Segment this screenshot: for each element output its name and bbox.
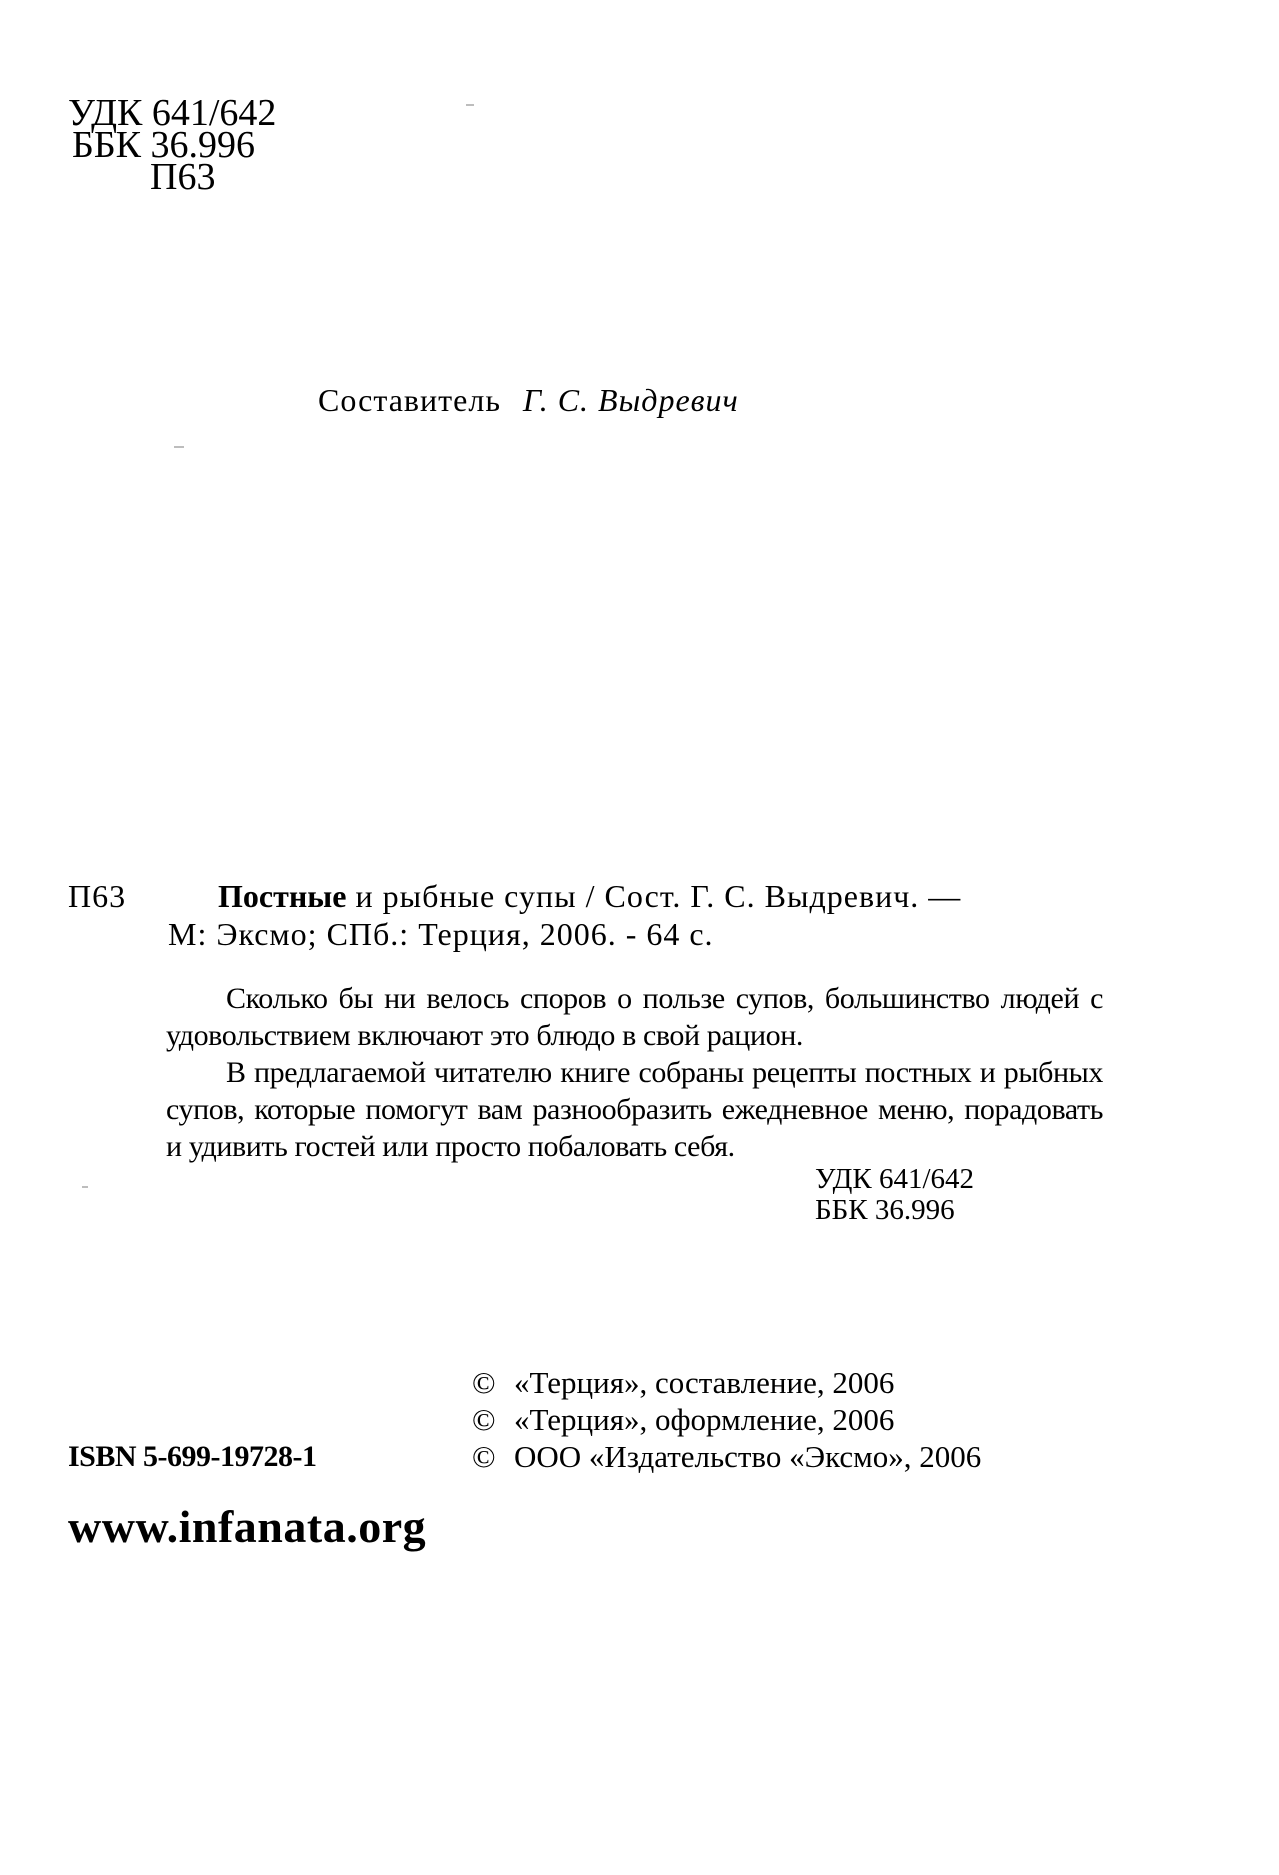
scan-speck bbox=[466, 104, 474, 106]
scan-speck bbox=[82, 1186, 88, 1188]
scan-speck bbox=[174, 446, 184, 448]
header-bbk: ББК 36.996 bbox=[72, 124, 255, 166]
footer-udk: УДК 641/642 bbox=[815, 1163, 975, 1195]
copyright-text: ООО «Издательство «Эксмо», 2006 bbox=[514, 1439, 982, 1474]
copyright-symbol: © bbox=[472, 1439, 496, 1474]
header-udk: УДК 641/642 bbox=[68, 92, 277, 134]
compiler-line bbox=[318, 382, 739, 419]
isbn: ISBN 5-699-19728-1 bbox=[68, 1440, 317, 1473]
biblio-author-mark: П63 bbox=[68, 878, 127, 914]
copyright-line-1 bbox=[472, 1364, 894, 1402]
copyright-text: «Терция», составление, 2006 bbox=[514, 1365, 895, 1400]
annotation-paragraph-2: В предлагаемой читателю книге собраны рецепты постных и рыбных супов, которые помогут вам разнообразить ежедневное меню, порадовать и удивить гостей или просто побаловать себя. bbox=[166, 1056, 1103, 1163]
copyright-line-3 bbox=[472, 1438, 981, 1476]
compiler-name: Г. С. Выдревич bbox=[522, 382, 739, 418]
biblio-imprint: М: Эксмо; СПб.: Терция, 2006. - 64 с. bbox=[168, 916, 714, 952]
footer-bbk: ББК 36.996 bbox=[815, 1194, 955, 1226]
website-link[interactable]: www.infanata.org bbox=[68, 1501, 427, 1552]
annotation-paragraph-1: Сколько бы ни велось споров о пользе супов, большинство людей с удовольствием включают это блюдо в свой рацион. bbox=[166, 982, 1103, 1052]
header-author-mark: П63 bbox=[150, 156, 216, 198]
compiler-label: Составитель bbox=[318, 382, 501, 418]
biblio-title-line bbox=[218, 878, 961, 915]
biblio-title-rest: и рыбные супы / Сост. Г. С. Выдревич. — bbox=[346, 878, 962, 914]
biblio-title-bold: Постные bbox=[218, 878, 347, 914]
copyright-symbol: © bbox=[472, 1365, 496, 1400]
annotation bbox=[166, 980, 1103, 1165]
copyright-text: «Терция», оформление, 2006 bbox=[514, 1402, 895, 1437]
copyright-line-2 bbox=[472, 1401, 894, 1439]
copyright-symbol: © bbox=[472, 1402, 496, 1437]
